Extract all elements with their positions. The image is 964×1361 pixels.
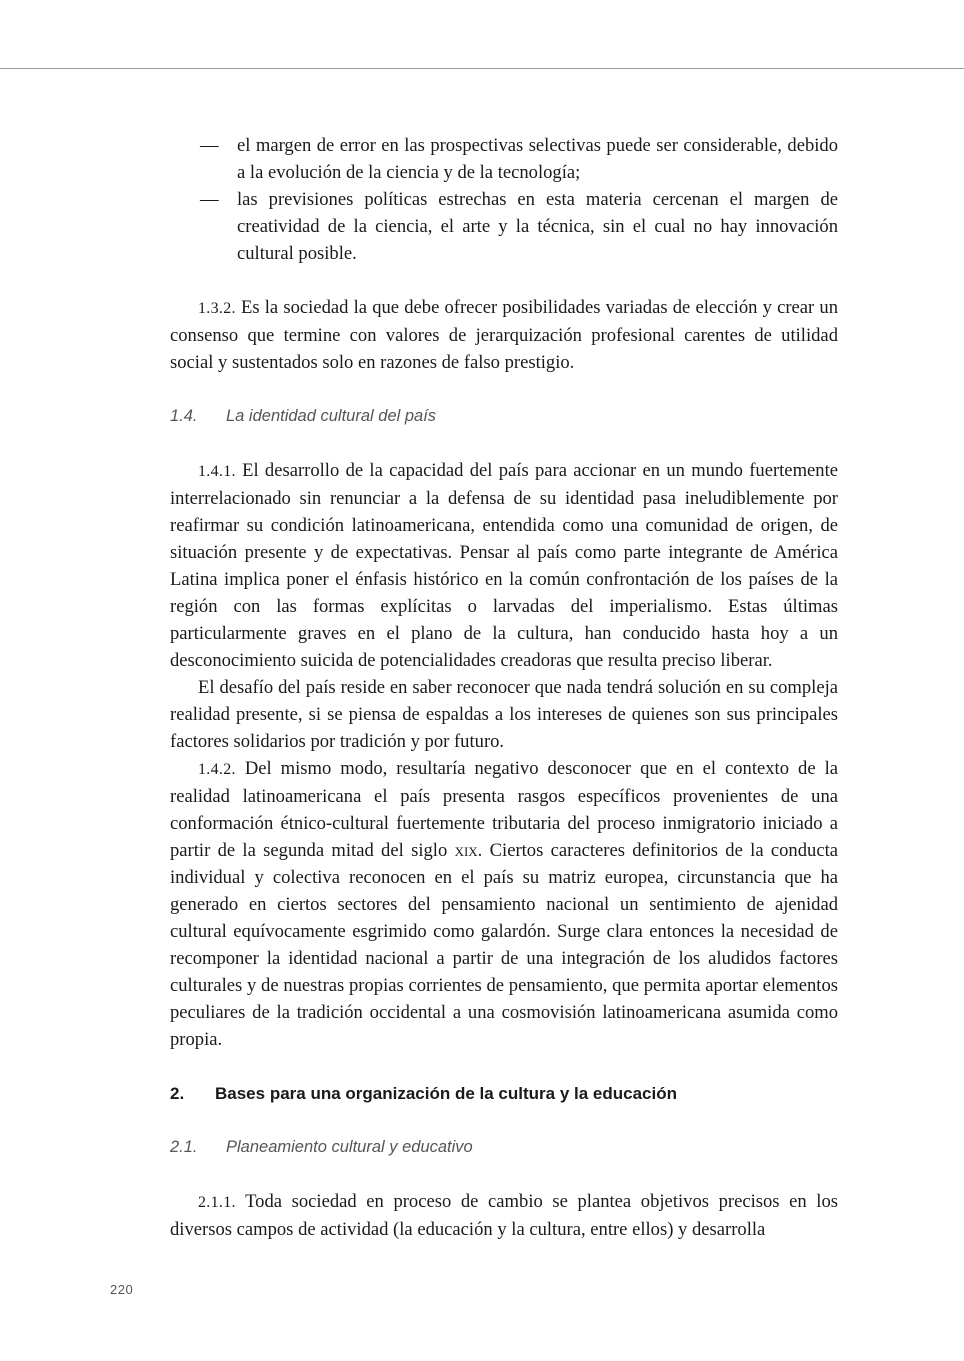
section-number: 1.4.	[170, 407, 198, 425]
paragraph-number: 1.3.2.	[198, 300, 236, 317]
paragraph-number: 1.4.1.	[198, 463, 236, 480]
section-number: 2.1.	[170, 1138, 198, 1156]
paragraph-number: 2.1.1.	[198, 1194, 236, 1211]
dash-marker: —	[200, 189, 219, 210]
chapter-heading-2	[170, 1080, 838, 1107]
page-number: 220	[110, 1282, 134, 1297]
page-body	[170, 132, 838, 1243]
dash-marker: —	[200, 135, 219, 156]
bullet-text: las previsiones políticas estrechas en esta materia cercenan el margen de creatividad de la ciencia, el arte y la técnica, sin el cual no hay innovación cultural posible.	[237, 189, 838, 264]
bullet-item	[170, 186, 838, 267]
paragraph-text: El desarrollo de la capacidad del país para accionar en un mundo fuertemente interrelacionado sin renunciar a la defensa de su identidad pasa ineludiblemente por reafirmar su condición latinoamericana, entendida como una comunidad de origen, de situación presente y de expectativas. Pensar al país como parte integrante de América Latina implica poner el énfasis histórico en la común confrontación de los países de la región con las formas explícitas o larvadas del imperialismo. Estas últimas particularmente graves en el plano de la cultura, han conducido hasta hoy a un desconocimiento suicida de potencialidades creadoras que resulta preciso liberar.	[170, 460, 838, 671]
paragraph-text-continued: . Ciertos caracteres definitorios de la conducta individual y colectiva reconocen en el país su matriz europea, circunstancia que ha generado en ciertos sectores del pensamiento nacional un sentimiento de ajenidad cultural equívocamente esgrimido como galardón. Surge clara entonces la necesidad de recomponer la identidad nacional a partir de una integración de los aludidos factores culturales y de nuestras propias corrientes de pensamiento, que permita aportar elementos peculiares de la tradición occidental a una cosmovisión latinoamericana asumida como propia.	[170, 840, 838, 1050]
section-title: La identidad cultural del país	[226, 407, 437, 425]
chapter-title: Bases para una organización de la cultura y la educación	[215, 1084, 677, 1103]
paragraph-text: Es la sociedad la que debe ofrecer posibilidades variadas de elección y crear un consenso que termine con valores de jerarquización profesional carentes de utilidad social y sustentados solo en razones de falso prestigio.	[170, 297, 838, 373]
paragraph-2-1-1	[170, 1188, 838, 1243]
paragraph-1-4-1	[170, 457, 838, 674]
section-heading-1-4	[170, 403, 838, 430]
paragraph-1-4-1-continued: El desafío del país reside en saber reconocer que nada tendrá solución en su compleja realidad presente, si se piensa de espaldas a los intereses de quienes son sus principales factores solidarios por tradición y por futuro.	[170, 677, 838, 752]
chapter-number: 2.	[170, 1084, 185, 1103]
paragraph-text: Del mismo modo, resultaría negativo desconocer que en el contexto de la realidad latinoamericana el país presenta rasgos específicos provenientes de una conformación étnico-cultural fuertemente tributaria del proceso inmigratorio iniciado a partir de la segunda mitad del siglo	[170, 758, 838, 861]
bullet-item	[170, 132, 838, 186]
century-numeral: xix	[454, 840, 478, 861]
paragraph-number: 1.4.2.	[198, 761, 236, 778]
section-heading-2-1	[170, 1134, 838, 1161]
paragraph-text: Toda sociedad en proceso de cambio se plantea objetivos precisos en los diversos campos de actividad (la educación y la cultura, entre ellos) y desarrolla	[170, 1191, 838, 1240]
paragraph-1-4-2	[170, 755, 838, 1053]
section-title: Planeamiento cultural y educativo	[226, 1138, 473, 1156]
paragraph-1-3-2	[170, 294, 838, 376]
bullet-text: el margen de error en las prospectivas selectivas puede ser considerable, debido a la evolución de la ciencia y de la tecnología;	[237, 135, 838, 183]
header-rule	[0, 68, 964, 69]
